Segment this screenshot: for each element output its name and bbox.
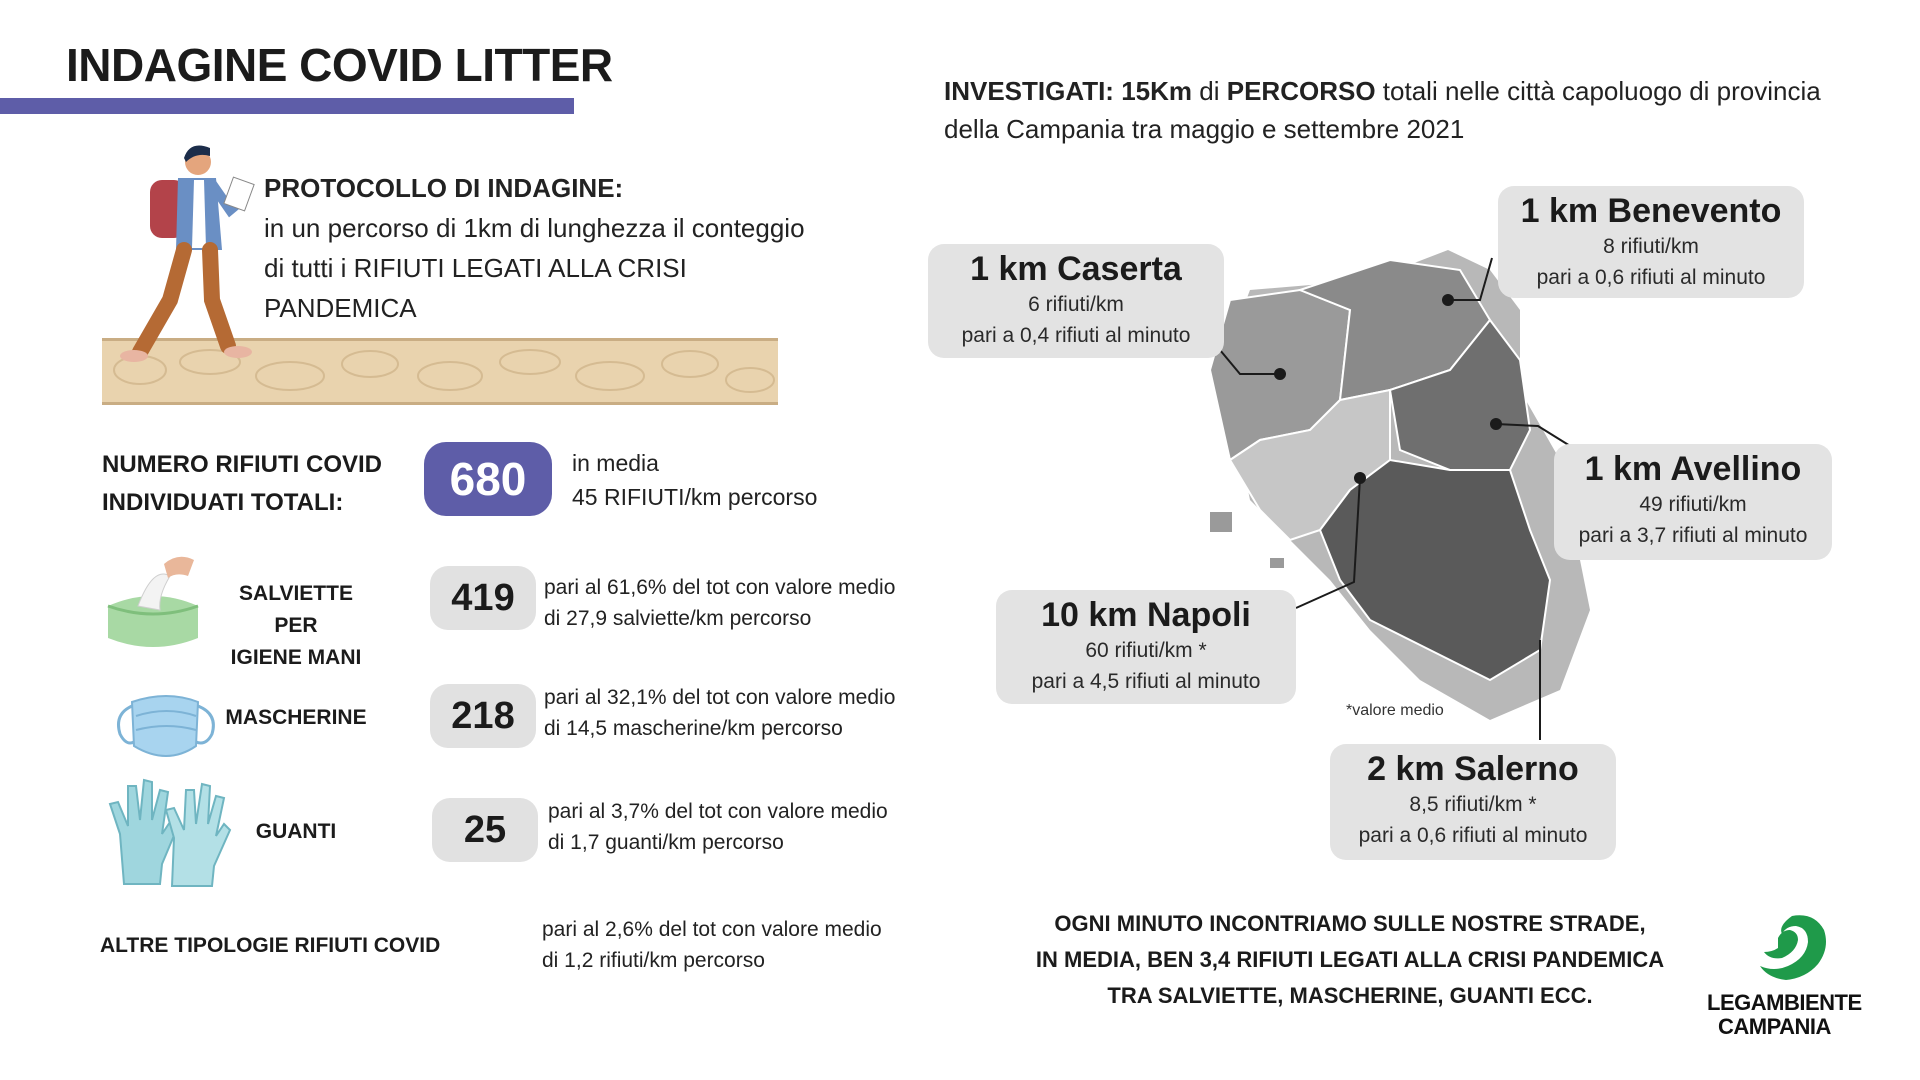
totals-average-line1: in media bbox=[572, 450, 659, 476]
totals-value-badge: 680 bbox=[424, 442, 552, 516]
category-gloves-label: GUANTI bbox=[255, 820, 337, 843]
city-card-napoli bbox=[996, 590, 1296, 704]
city-name-caserta: 1 km Caserta bbox=[970, 250, 1182, 288]
category-wipes-label-line2: IGIENE MANI bbox=[230, 646, 362, 669]
totals-label-line2: INDIVIDUATI TOTALI: bbox=[102, 489, 344, 516]
investigated-label: INVESTIGATI: bbox=[944, 76, 1114, 106]
city-card-benevento bbox=[1498, 186, 1804, 298]
investigated-percorso: PERCORSO bbox=[1226, 76, 1376, 106]
category-wipes-desc-line2: di 27,9 salviette/km percorso bbox=[544, 607, 812, 630]
leader-line-benevento bbox=[1448, 258, 1492, 300]
city-rate-avellino: 49 rifiuti/km bbox=[1639, 493, 1747, 516]
leader-dot-caserta bbox=[1275, 369, 1285, 379]
footer-statement bbox=[960, 906, 1740, 1014]
city-per-minute-napoli: pari a 4,5 rifiuti al minuto bbox=[1031, 670, 1261, 693]
city-card-avellino bbox=[1554, 444, 1832, 560]
city-card-caserta bbox=[928, 244, 1224, 358]
city-name-avellino: 1 km Avellino bbox=[1584, 450, 1802, 488]
logo-line2: CAMPANIA bbox=[1718, 1014, 1831, 1039]
category-gloves-desc-line2: di 1,7 guanti/km percorso bbox=[548, 831, 784, 854]
protocol-heading: PROTOCOLLO DI INDAGINE: bbox=[264, 173, 624, 203]
average-value-note: *valore medio bbox=[1346, 702, 1444, 719]
city-name-napoli: 10 km Napoli bbox=[1041, 596, 1251, 634]
city-per-minute-salerno: pari a 0,6 rifiuti al minuto bbox=[1358, 824, 1588, 847]
investigated-di: di bbox=[1199, 76, 1220, 106]
category-wipes-desc-line1: pari al 61,6% del tot con valore medio bbox=[544, 576, 896, 599]
footer-line2: IN MEDIA, BEN 3,4 RIFIUTI LEGATI ALLA CRISI PANDEMICA bbox=[1035, 947, 1665, 972]
leader-dot-napoli bbox=[1355, 473, 1365, 483]
leader-line-caserta bbox=[1220, 350, 1280, 374]
investigated-km: 15Km bbox=[1121, 76, 1193, 106]
other-category-label: ALTRE TIPOLOGIE RIFIUTI COVID bbox=[100, 934, 441, 957]
footer-line1: OGNI MINUTO INCONTRIAMO SULLE NOSTRE STRADE, bbox=[1054, 911, 1646, 936]
totals-label-line1: NUMERO RIFIUTI COVID bbox=[102, 451, 382, 478]
city-rate-napoli: 60 rifiuti/km * bbox=[1085, 639, 1207, 662]
city-rate-salerno: 8,5 rifiuti/km * bbox=[1409, 793, 1537, 816]
protocol-description: in un percorso di 1km di lunghezza il conteggio di tutti i RIFIUTI LEGATI ALLA CRISI PANDEMICA bbox=[264, 213, 805, 323]
category-gloves-desc-line1: pari al 3,7% del tot con valore medio bbox=[548, 800, 888, 823]
page-title: INDAGINE COVID LITTER bbox=[66, 39, 613, 91]
other-desc-line1: pari al 2,6% del tot con valore medio bbox=[542, 918, 882, 941]
category-wipes-label-line1: SALVIETTE PER bbox=[239, 582, 353, 637]
investigated-rest: totali nelle città capoluogo di provincia della Campania tra maggio e settembre 2021 bbox=[944, 76, 1821, 144]
city-rate-benevento: 8 rifiuti/km bbox=[1603, 235, 1699, 258]
totals-average-line2: 45 RIFIUTI/km percorso bbox=[572, 484, 818, 510]
city-name-benevento: 1 km Benevento bbox=[1520, 192, 1782, 230]
leader-dot-avellino bbox=[1491, 419, 1501, 429]
category-masks-label: MASCHERINE bbox=[225, 706, 367, 729]
city-rate-caserta: 6 rifiuti/km bbox=[1028, 293, 1124, 316]
leader-line-napoli bbox=[1296, 478, 1360, 608]
city-per-minute-caserta: pari a 0,4 rifiuti al minuto bbox=[961, 324, 1191, 347]
city-name-salerno: 2 km Salerno bbox=[1367, 750, 1579, 788]
city-per-minute-avellino: pari a 3,7 rifiuti al minuto bbox=[1578, 524, 1808, 547]
legambiente-logo-icon bbox=[1752, 908, 1832, 986]
footer-line3: TRA SALVIETTE, MASCHERINE, GUANTI ECC. bbox=[1107, 983, 1593, 1008]
city-per-minute-benevento: pari a 0,6 rifiuti al minuto bbox=[1536, 266, 1766, 289]
category-gloves-value: 25 bbox=[432, 798, 538, 862]
category-masks-value: 218 bbox=[430, 684, 536, 748]
category-masks-desc-line1: pari al 32,1% del tot con valore medio bbox=[544, 686, 896, 709]
other-desc-line2: di 1,2 rifiuti/km percorso bbox=[542, 949, 765, 972]
category-masks-desc-line2: di 14,5 mascherine/km percorso bbox=[544, 717, 843, 740]
leader-dot-benevento bbox=[1443, 295, 1453, 305]
city-card-salerno bbox=[1330, 744, 1616, 860]
logo-line1: LEGAMBIENTE bbox=[1707, 990, 1862, 1015]
category-wipes-value: 419 bbox=[430, 566, 536, 630]
